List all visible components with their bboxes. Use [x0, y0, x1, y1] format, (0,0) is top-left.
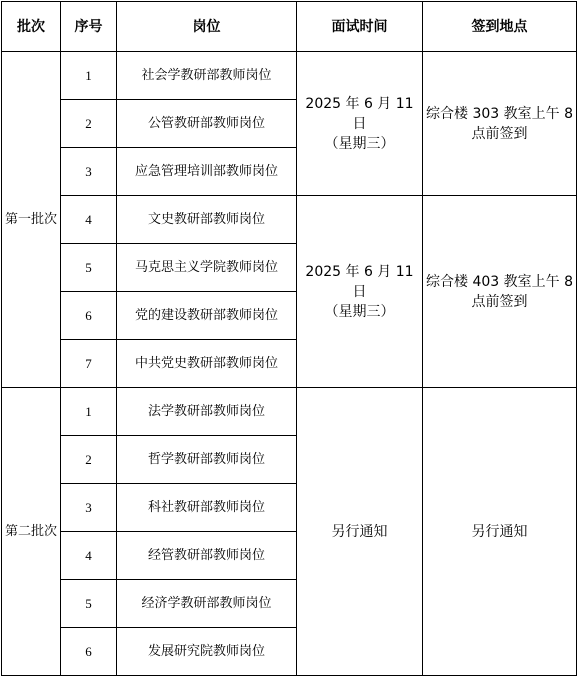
seq-cell: 1 — [61, 52, 117, 100]
position-cell: 党的建设教研部教师岗位 — [117, 292, 297, 340]
seq-cell: 5 — [61, 580, 117, 628]
interview-time-cell — [297, 52, 423, 196]
position-cell: 文史教研部教师岗位 — [117, 196, 297, 244]
batch-label: 第二批次 — [2, 388, 61, 676]
location-cell: 综合楼 403 教室上午 8 点前签到 — [423, 196, 577, 388]
interview-time-cell — [297, 196, 423, 388]
position-cell: 哲学教研部教师岗位 — [117, 436, 297, 484]
batch-label: 第一批次 — [2, 52, 61, 388]
position-cell: 经管教研部教师岗位 — [117, 532, 297, 580]
seq-cell: 4 — [61, 196, 117, 244]
header-seq: 序号 — [61, 2, 117, 52]
position-cell: 公管教研部教师岗位 — [117, 100, 297, 148]
seq-cell: 6 — [61, 628, 117, 676]
position-cell: 发展研究院教师岗位 — [117, 628, 297, 676]
interview-time-cell: 另行通知 — [297, 388, 423, 676]
seq-cell: 2 — [61, 436, 117, 484]
position-cell: 社会学教研部教师岗位 — [117, 52, 297, 100]
time-weekday: （星期三） — [324, 303, 395, 320]
table-row — [2, 52, 577, 100]
position-cell: 中共党史教研部教师岗位 — [117, 340, 297, 388]
position-cell: 经济学教研部教师岗位 — [117, 580, 297, 628]
seq-cell: 4 — [61, 532, 117, 580]
seq-cell: 1 — [61, 388, 117, 436]
seq-cell: 3 — [61, 148, 117, 196]
header-batch: 批次 — [2, 2, 61, 52]
position-cell: 马克思主义学院教师岗位 — [117, 244, 297, 292]
location-cell: 综合楼 303 教室上午 8 点前签到 — [423, 52, 577, 196]
seq-cell: 3 — [61, 484, 117, 532]
time-date: 2025 年 6 月 11 日 — [305, 263, 414, 300]
seq-cell: 6 — [61, 292, 117, 340]
time-weekday: （星期三） — [324, 135, 395, 152]
position-cell: 法学教研部教师岗位 — [117, 388, 297, 436]
interview-schedule-table — [1, 1, 577, 676]
table-row — [2, 388, 577, 436]
position-cell: 应急管理培训部教师岗位 — [117, 148, 297, 196]
seq-cell: 2 — [61, 100, 117, 148]
seq-cell: 5 — [61, 244, 117, 292]
header-location: 签到地点 — [423, 2, 577, 52]
table-row — [2, 196, 577, 244]
header-row — [2, 2, 577, 52]
location-cell: 另行通知 — [423, 388, 577, 676]
position-cell: 科社教研部教师岗位 — [117, 484, 297, 532]
seq-cell: 7 — [61, 340, 117, 388]
time-date: 2025 年 6 月 11 日 — [305, 95, 414, 132]
header-time: 面试时间 — [297, 2, 423, 52]
header-position: 岗位 — [117, 2, 297, 52]
